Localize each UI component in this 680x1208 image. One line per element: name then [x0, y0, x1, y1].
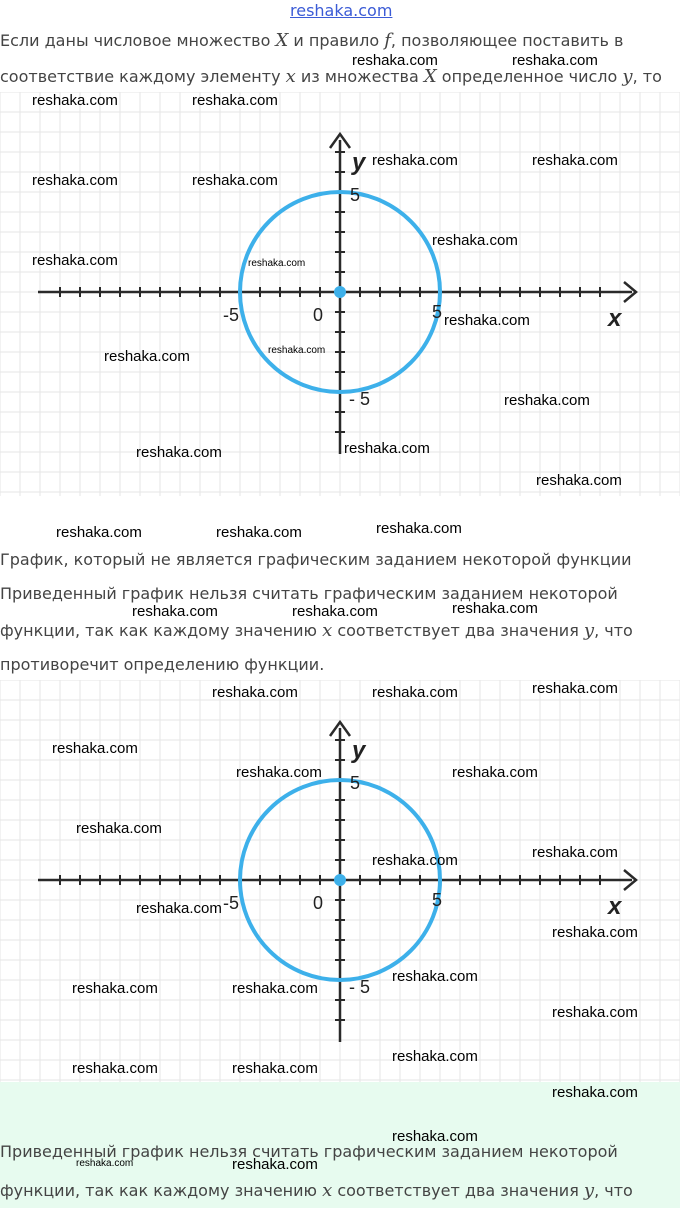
tick-label-y-neg: - 5 — [349, 389, 371, 409]
note-line-1: Приведенный график нельзя считать графическим заданием некоторой — [0, 1142, 618, 1161]
watermark: reshaka.com — [192, 92, 278, 109]
watermark: reshaka.com — [212, 684, 298, 701]
watermark: reshaka.com — [232, 1060, 318, 1077]
watermark: reshaka.com — [76, 820, 162, 837]
watermark: reshaka.com — [392, 1128, 478, 1145]
tick-label-x-pos: 5 — [432, 890, 443, 910]
tick-label-x-neg: -5 — [223, 893, 240, 913]
watermark: reshaka.com — [344, 440, 430, 457]
watermark: reshaka.com — [352, 52, 438, 69]
x-axis-label: x — [608, 305, 622, 332]
watermark: reshaka.com — [268, 345, 326, 356]
tick-label-x-neg: -5 — [223, 305, 240, 325]
watermark: reshaka.com — [372, 152, 458, 169]
watermark: reshaka.com — [552, 1004, 638, 1021]
watermark: reshaka.com — [192, 172, 278, 189]
watermark: reshaka.com — [52, 740, 138, 757]
watermark: reshaka.com — [232, 980, 318, 997]
origin-label: 0 — [313, 893, 324, 913]
intro-line-1: Если даны числовое множество X и правило f, позволяющее поставить в — [0, 30, 624, 51]
y-axis-label: y — [352, 149, 366, 176]
watermark: reshaka.com — [376, 520, 462, 537]
watermark: reshaka.com — [136, 900, 222, 917]
watermark: reshaka.com — [504, 392, 590, 409]
intro-line-2: соответствие каждому элементу x из множества X определенное число y, то — [0, 66, 662, 87]
figure-caption: График, который не является графическим заданием некоторой функции — [0, 550, 632, 569]
explanation-line-2: функции, так как каждому значению x соответствует два значения y, что — [0, 620, 633, 641]
watermark: reshaka.com — [552, 924, 638, 941]
watermark: reshaka.com — [56, 524, 142, 541]
y-axis-label: y — [352, 737, 366, 764]
watermark: reshaka.com — [32, 172, 118, 189]
watermark: reshaka.com — [72, 980, 158, 997]
tick-label-y-pos: 5 — [350, 773, 361, 793]
watermark: reshaka.com — [512, 52, 598, 69]
tick-label-x-pos: 5 — [432, 302, 443, 322]
watermark: reshaka.com — [532, 680, 618, 697]
watermark: reshaka.com — [136, 444, 222, 461]
tick-label-y-neg: - 5 — [349, 977, 371, 997]
watermark: reshaka.com — [32, 252, 118, 269]
explanation-line-3: противоречит определению функции. — [0, 655, 325, 674]
explanation-line-1: Приведенный график нельзя считать графическим заданием некоторой — [0, 584, 618, 603]
watermark: reshaka.com — [132, 603, 218, 620]
note-line-2: функции, так как каждому значению x соответствует два значения y, что — [0, 1180, 633, 1201]
watermark: reshaka.com — [232, 1156, 318, 1173]
watermark: reshaka.com — [76, 1158, 134, 1169]
site-link[interactable]: reshaka.com — [290, 1, 393, 20]
watermark: reshaka.com — [104, 348, 190, 365]
watermark: reshaka.com — [236, 764, 322, 781]
watermark: reshaka.com — [372, 684, 458, 701]
tick-label-y-pos: 5 — [350, 185, 361, 205]
watermark: reshaka.com — [536, 472, 622, 489]
x-axis-label: x — [608, 893, 622, 920]
watermark: reshaka.com — [292, 603, 378, 620]
origin-label: 0 — [313, 305, 324, 325]
watermark: reshaka.com — [72, 1060, 158, 1077]
watermark: reshaka.com — [444, 312, 530, 329]
watermark: reshaka.com — [532, 152, 618, 169]
watermark: reshaka.com — [372, 852, 458, 869]
origin-dot — [334, 286, 346, 298]
watermark: reshaka.com — [32, 92, 118, 109]
watermark: reshaka.com — [392, 1048, 478, 1065]
watermark: reshaka.com — [452, 600, 538, 617]
origin-dot — [334, 874, 346, 886]
watermark: reshaka.com — [552, 1084, 638, 1101]
watermark: reshaka.com — [452, 764, 538, 781]
watermark: reshaka.com — [432, 232, 518, 249]
watermark: reshaka.com — [248, 258, 306, 269]
watermark: reshaka.com — [392, 968, 478, 985]
watermark: reshaka.com — [216, 524, 302, 541]
watermark: reshaka.com — [532, 844, 618, 861]
